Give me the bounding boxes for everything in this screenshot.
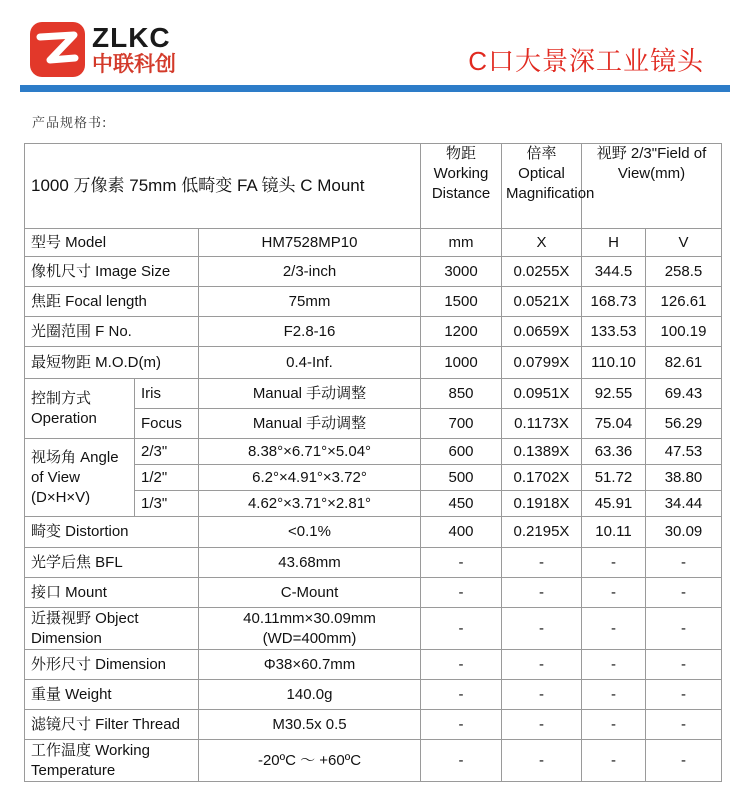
focal-length-label: 焦距 Focal length — [25, 287, 199, 317]
fov-h-cell: 92.55 — [582, 379, 646, 409]
empty-cell: - — [502, 650, 582, 680]
fov-h-cell: 75.04 — [582, 409, 646, 439]
wd-cell: 500 — [421, 465, 502, 491]
table-row — [25, 680, 722, 710]
aov-format-label: 1/3" — [135, 491, 199, 517]
mod-label: 最短物距 M.O.D(m) — [25, 347, 199, 379]
empty-cell: - — [582, 578, 646, 608]
fno-value: F2.8-16 — [199, 317, 421, 347]
wd-cell: 850 — [421, 379, 502, 409]
mag-cell: 0.0521X — [502, 287, 582, 317]
unit-h: H — [582, 229, 646, 257]
wd-cell: 600 — [421, 439, 502, 465]
empty-cell: - — [502, 548, 582, 578]
distortion-label: 畸变 Distortion — [25, 517, 199, 548]
object-dimension-label: 近摄视野 Object Dimension — [25, 608, 199, 650]
fov-h-cell: 344.5 — [582, 257, 646, 287]
fov-v-cell: 47.53 — [646, 439, 722, 465]
fov-v-cell: 56.29 — [646, 409, 722, 439]
empty-cell: - — [582, 650, 646, 680]
model-value: HM7528MP10 — [199, 229, 421, 257]
fov-v-cell: 258.5 — [646, 257, 722, 287]
brand-name-cn: 中联科创 — [92, 53, 176, 76]
fno-label: 光圈范围 F No. — [25, 317, 199, 347]
distortion-value: <0.1% — [199, 517, 421, 548]
mount-label: 接口 Mount — [25, 578, 199, 608]
table-row — [25, 287, 722, 317]
mag-cell: 0.0951X — [502, 379, 582, 409]
table-row — [25, 650, 722, 680]
wd-cell: 1200 — [421, 317, 502, 347]
fov-v-cell: 34.44 — [646, 491, 722, 517]
wd-cell: 1000 — [421, 347, 502, 379]
table-title: 1000 万像素 75mm 低畸变 FA 镜头 C Mount — [25, 144, 421, 229]
model-label: 型号 Model — [25, 229, 199, 257]
table-row — [25, 257, 722, 287]
mag-cell: 0.0659X — [502, 317, 582, 347]
aov-format-label: 1/2" — [135, 465, 199, 491]
empty-cell: - — [502, 710, 582, 740]
temperature-label: 工作温度 Working Temperature — [25, 740, 199, 782]
image-size-label: 像机尺寸 Image Size — [25, 257, 199, 287]
mag-cell: 0.1389X — [502, 439, 582, 465]
aov-label: 视场角 Angle of View (D×H×V) — [25, 439, 135, 517]
mag-cell: 0.1173X — [502, 409, 582, 439]
empty-cell: - — [502, 740, 582, 782]
unit-wd: mm — [421, 229, 502, 257]
mag-cell: 0.1918X — [502, 491, 582, 517]
empty-cell: - — [421, 578, 502, 608]
spec-table — [24, 143, 722, 782]
fov-v-cell: 69.43 — [646, 379, 722, 409]
empty-cell: - — [421, 650, 502, 680]
fov-h-cell: 51.72 — [582, 465, 646, 491]
weight-value: 140.0g — [199, 680, 421, 710]
empty-cell: - — [502, 680, 582, 710]
iris-label: Iris — [135, 379, 199, 409]
page-header — [0, 0, 750, 92]
fov-v-cell: 82.61 — [646, 347, 722, 379]
empty-cell: - — [502, 608, 582, 650]
brand-logo — [30, 22, 180, 80]
empty-cell: - — [421, 608, 502, 650]
header-magnification: 倍率 Optical Magnification — [502, 144, 582, 229]
bfl-value: 43.68mm — [199, 548, 421, 578]
dimension-label: 外形尺寸 Dimension — [25, 650, 199, 680]
spec-sheet-label: 产品规格书: — [32, 116, 108, 131]
mod-value: 0.4-Inf. — [199, 347, 421, 379]
unit-mag: X — [502, 229, 582, 257]
empty-cell: - — [646, 578, 722, 608]
table-row — [25, 608, 722, 650]
image-size-value: 2/3-inch — [199, 257, 421, 287]
table-row — [25, 548, 722, 578]
focal-length-value: 75mm — [199, 287, 421, 317]
aov-value: 4.62°×3.71°×2.81° — [199, 491, 421, 517]
mag-cell: 0.0799X — [502, 347, 582, 379]
aov-format-label: 2/3" — [135, 439, 199, 465]
wd-cell: 700 — [421, 409, 502, 439]
fov-h-cell: 133.53 — [582, 317, 646, 347]
focus-label: Focus — [135, 409, 199, 439]
fov-h-cell: 10.11 — [582, 517, 646, 548]
filter-thread-value: M30.5x 0.5 — [199, 710, 421, 740]
empty-cell: - — [646, 608, 722, 650]
table-row — [25, 229, 722, 257]
header-divider — [20, 85, 730, 92]
fov-h-cell: 63.36 — [582, 439, 646, 465]
empty-cell: - — [582, 680, 646, 710]
empty-cell: - — [646, 650, 722, 680]
fov-v-cell: 100.19 — [646, 317, 722, 347]
empty-cell: - — [421, 740, 502, 782]
table-row — [25, 578, 722, 608]
empty-cell: - — [646, 740, 722, 782]
fov-v-cell: 126.61 — [646, 287, 722, 317]
empty-cell: - — [421, 710, 502, 740]
header-field-of-view: 视野 2/3"Field of View(mm) — [582, 144, 722, 229]
focus-value: Manual 手动调整 — [199, 409, 421, 439]
fov-v-cell: 38.80 — [646, 465, 722, 491]
table-header-row — [25, 144, 722, 229]
dimension-value: Φ38×60.7mm — [199, 650, 421, 680]
fov-h-cell: 110.10 — [582, 347, 646, 379]
empty-cell: - — [502, 578, 582, 608]
table-row — [25, 517, 722, 548]
mag-cell: 0.0255X — [502, 257, 582, 287]
aov-value: 6.2°×4.91°×3.72° — [199, 465, 421, 491]
product-slogan: C口大景深工业镜头 — [468, 46, 704, 76]
iris-value: Manual 手动调整 — [199, 379, 421, 409]
empty-cell: - — [582, 710, 646, 740]
table-row — [25, 439, 722, 465]
mag-cell: 0.2195X — [502, 517, 582, 548]
object-dimension-value: 40.11mm×30.09mm (WD=400mm) — [199, 608, 421, 650]
empty-cell: - — [421, 548, 502, 578]
zlkc-logo-icon — [30, 22, 85, 77]
fov-h-cell: 45.91 — [582, 491, 646, 517]
table-row — [25, 347, 722, 379]
fov-v-cell: 30.09 — [646, 517, 722, 548]
unit-v: V — [646, 229, 722, 257]
mount-value: C-Mount — [199, 578, 421, 608]
bfl-label: 光学后焦 BFL — [25, 548, 199, 578]
fov-h-cell: 168.73 — [582, 287, 646, 317]
table-row — [25, 710, 722, 740]
wd-cell: 1500 — [421, 287, 502, 317]
weight-label: 重量 Weight — [25, 680, 199, 710]
mag-cell: 0.1702X — [502, 465, 582, 491]
table-row — [25, 740, 722, 782]
temperature-value: -20ºC ～ +60ºC — [199, 740, 421, 782]
wd-cell: 450 — [421, 491, 502, 517]
table-row — [25, 317, 722, 347]
empty-cell: - — [582, 608, 646, 650]
empty-cell: - — [582, 548, 646, 578]
wd-cell: 400 — [421, 517, 502, 548]
empty-cell: - — [421, 680, 502, 710]
brand-name-en: ZLKC — [92, 22, 171, 53]
header-working-distance: 物距 Working Distance — [421, 144, 502, 229]
aov-value: 8.38°×6.71°×5.04° — [199, 439, 421, 465]
filter-thread-label: 滤镜尺寸 Filter Thread — [25, 710, 199, 740]
empty-cell: - — [646, 710, 722, 740]
wd-cell: 3000 — [421, 257, 502, 287]
empty-cell: - — [646, 548, 722, 578]
empty-cell: - — [646, 680, 722, 710]
table-row — [25, 379, 722, 409]
empty-cell: - — [582, 740, 646, 782]
operation-label: 控制方式 Operation — [25, 379, 135, 439]
